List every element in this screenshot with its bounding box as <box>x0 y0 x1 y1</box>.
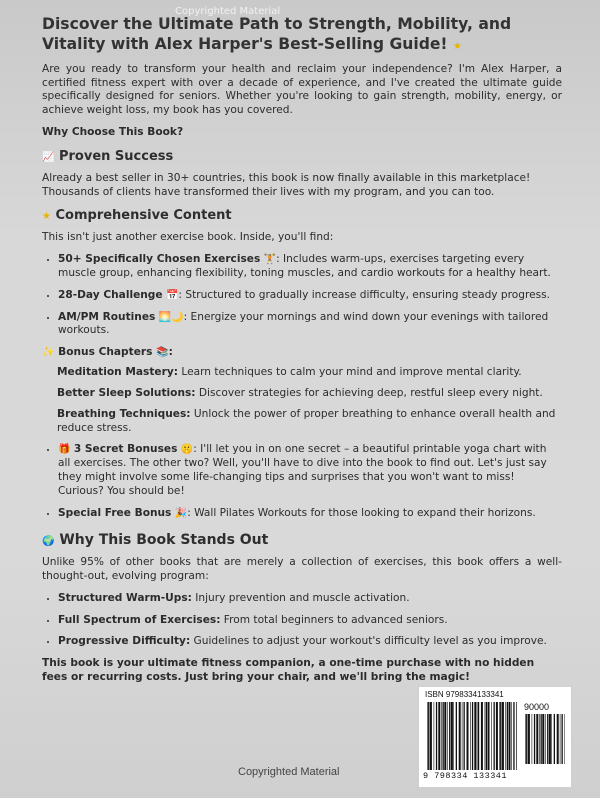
bonus-list <box>42 443 562 521</box>
star-icon: ★ <box>42 211 51 223</box>
calendar-icon: 📅 <box>165 289 179 301</box>
content-list <box>42 253 562 339</box>
price-barcode-bars <box>525 714 565 764</box>
list-item: • AM/PM Routines 🌅🌙: Energize your mornings and wind down your evenings with tailored workouts. <box>58 311 562 339</box>
comprehensive-heading: ★ Comprehensive Content <box>42 208 232 224</box>
proven-success-text: Already a best seller in 30+ countries, this book is now finally available in this marketplace! Thousands of clients have transformed their lives with my program, and you can too. <box>42 171 531 198</box>
standout-heading: 🌍 Why This Book Stands Out <box>42 532 269 549</box>
isbn-barcode <box>418 686 572 788</box>
watermark-top: Copyrighted Material <box>175 6 281 17</box>
barcode-bars <box>427 702 517 770</box>
barcode-digits: 9 798334 133341 <box>423 771 508 781</box>
books-icon: 📚 <box>156 347 169 359</box>
moon-icon: 🌙 <box>171 311 184 323</box>
star-icon: ★ <box>452 41 462 53</box>
bonus-item: Meditation Mastery: Learn techniques to calm your mind and improve mental clarity. <box>57 366 522 379</box>
globe-icon: 🌍 <box>42 536 55 548</box>
price-code: 90000 <box>524 702 550 712</box>
list-item: • 🎁 3 Secret Bonuses 🤫: I'll let you in on one secret – a beautiful printable yoga chart with all exercises. The other two? Well, you'll have to dive into the book to find out. Let's just say they might involve some life-changing tips and surprises that you won't want to miss! Curious? You should be! <box>58 443 562 499</box>
back-cover-text <box>42 14 562 693</box>
closing-paragraph: This book is your ultimate fitness companion, a one-time purchase with no hidden fees or recurring costs. Just bring your chair, and we'll bring the magic! <box>42 657 535 684</box>
list-item: • 50+ Specifically Chosen Exercises 🏋: Includes warm-ups, exercises targeting every muscle group, enhancing flexibility, toning muscles, and cardio workouts for a healthy heart. <box>58 253 562 281</box>
party-popper-icon: 🎉 <box>174 508 188 520</box>
list-item: • 28-Day Challenge 📅: Structured to gradually increase difficulty, ensuring steady progress. <box>58 289 562 303</box>
bonus-item: Better Sleep Solutions: Discover strategies for achieving deep, restful sleep every night. <box>57 387 543 400</box>
watermark-bottom: Copyrighted Material <box>238 766 340 778</box>
intro-paragraph: Are you ready to transform your health and reclaim your independence? I'm Alex Harper, a certified fitness expert with over a decade of experience, and I've created the ultimate guide specifically designed for seniors. Whether you're looking to gain strength, mobility, energy, or achieve weight loss, my book has you covered. <box>42 62 562 117</box>
chart-up-icon: 📈 <box>42 152 55 164</box>
bonus-item: Breathing Techniques: Unlock the power of proper breathing to enhance overall health and reduce stress. <box>57 408 556 435</box>
list-item: • Full Spectrum of Exercises: From total beginners to advanced seniors. <box>58 614 562 628</box>
standout-lead: Unlike 95% of other books that are merely a collection of exercises, this book offers a well-thought-out, evolving program: <box>42 555 562 582</box>
dumbbell-icon: 🏋 <box>263 253 277 265</box>
sunrise-icon: 🌅 <box>158 311 172 323</box>
gift-icon: 🎁 <box>58 444 71 456</box>
wink-face-icon: 🤫 <box>180 444 194 456</box>
headline: Discover the Ultimate Path to Strength, Mobility, and Vitality with Alex Harper's Best-Selling Guide! ★ <box>42 15 512 54</box>
comprehensive-lead: This isn't just another exercise book. Inside, you'll find: <box>42 230 334 243</box>
list-item: • Structured Warm-Ups: Injury prevention and muscle activation. <box>58 592 562 606</box>
proven-success-heading: 📈 Proven Success <box>42 149 174 165</box>
bonus-heading: ✨ Bonus Chapters 📚: <box>42 346 173 359</box>
sparkles-icon: ✨ <box>42 347 55 359</box>
isbn-label: ISBN 9798334133341 <box>425 690 504 699</box>
list-item: • Special Free Bonus 🎉: Wall Pilates Workouts for those looking to expand their horizons. <box>58 507 562 521</box>
standout-list <box>42 592 562 650</box>
why-choose-heading: Why Choose This Book? <box>42 126 184 139</box>
list-item: • Progressive Difficulty: Guidelines to adjust your workout's difficulty level as you improve. <box>58 635 562 649</box>
